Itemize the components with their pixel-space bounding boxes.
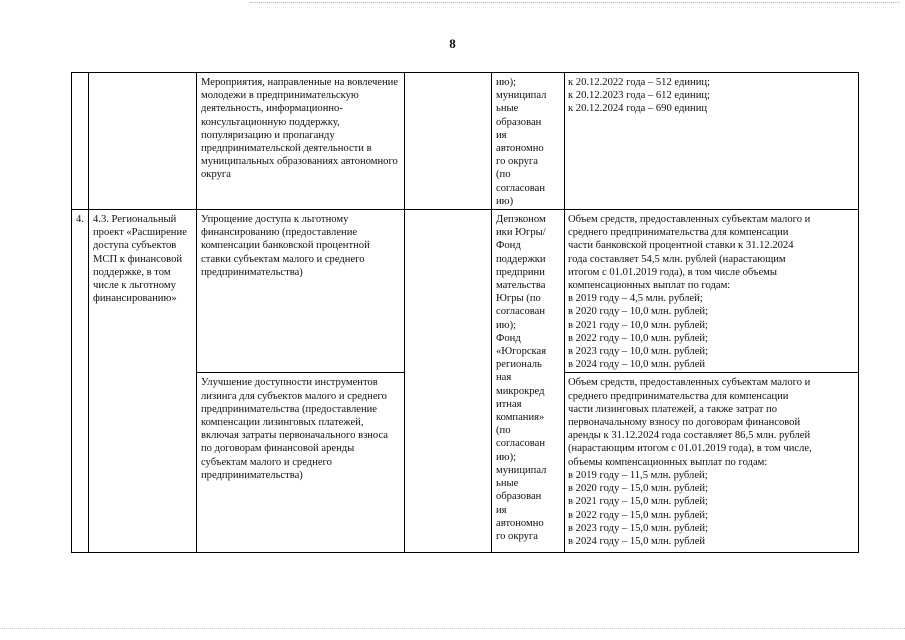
row-number: 4. (76, 214, 84, 226)
page-number: 8 (449, 36, 456, 51)
executor-line: микрокред (496, 385, 545, 397)
cell-activity-financing (197, 210, 405, 373)
executor-line: региональ (496, 359, 542, 371)
executor-line: го округа (496, 530, 538, 542)
executor-line: ию); (496, 451, 517, 463)
executor-line: предприни (496, 266, 545, 278)
executor-line: ьные (496, 103, 519, 115)
executor-line: (по (496, 169, 511, 181)
result-line: в 2019 году – 11,5 млн. рублей; (568, 469, 708, 481)
cell-number (72, 210, 89, 553)
project-title: 4.3. Региональный проект «Расширение доступа субъектов МСП к финансовой поддержке, в том числе к льготному финансированию» (93, 214, 187, 305)
cell-results-leasing (565, 373, 859, 553)
scan-artifact-bottom (0, 628, 905, 630)
result-line: к 20.12.2024 года – 690 единиц (568, 103, 708, 115)
result-line: аренды к 31.12.2024 года составляет 86,5 млн. рублей (568, 430, 811, 442)
cell-activity-youth (197, 73, 405, 210)
executor-line: Фонд (496, 240, 521, 252)
executor-line: автономно (496, 517, 544, 529)
result-line: Объем средств, предоставленных субъектам малого и (568, 377, 811, 389)
executor-line: согласован (496, 306, 546, 318)
executor-line: Фонд (496, 332, 521, 344)
measures-table (71, 72, 859, 553)
executor-line: (по (496, 425, 511, 437)
cell-project (89, 210, 197, 553)
cell-empty (405, 210, 492, 553)
cell-executor-continued (492, 73, 565, 210)
result-line: в 2021 году – 10,0 млн. рублей; (568, 319, 709, 331)
result-line: к 20.12.2023 года – 612 единиц; (568, 90, 710, 102)
executor-line: поддержки (496, 253, 546, 265)
executor-line: ия (496, 504, 507, 516)
table-row-4a (72, 210, 859, 373)
table-row-continued (72, 73, 859, 210)
cell-results-financing (565, 210, 859, 373)
result-line: итогом с 01.01.2019 года), в том числе объемы (568, 266, 777, 278)
result-line: в 2021 году – 15,0 млн. рублей; (568, 496, 709, 508)
result-line: среднего предпринимательства для компенсации (568, 390, 789, 402)
executor-line: Депэконом (496, 214, 546, 226)
result-line: компенсационных выплат по годам: (568, 280, 731, 292)
cell-activity-leasing (197, 373, 405, 553)
result-line: в 2023 году – 10,0 млн. рублей; (568, 346, 709, 358)
executor-line: ию); (496, 77, 517, 88)
result-line: Объем средств, предоставленных субъектам малого и (568, 214, 811, 226)
executor-line: муниципал (496, 90, 547, 102)
result-line: в 2024 году – 15,0 млн. рублей (568, 535, 706, 547)
executor-line: компания» (496, 412, 545, 424)
scan-artifact-top (250, 2, 900, 4)
executor-line: итная (496, 398, 522, 410)
executor-line: муниципал (496, 464, 547, 476)
cell-executor (492, 210, 565, 553)
executor-line: го округа (496, 156, 538, 168)
result-line: в 2022 году – 10,0 млн. рублей; (568, 332, 709, 344)
result-line: (нарастающим итогом с 01.01.2019 года), в том числе, (568, 443, 812, 455)
result-line: в 2019 году – 4,5 млн. рублей; (568, 293, 703, 305)
executor-line: ия (496, 129, 507, 141)
result-line: в 2020 году – 15,0 млн. рублей; (568, 483, 709, 495)
executor-line: ию) (496, 195, 514, 207)
executor-line: образован (496, 116, 542, 128)
result-line: к 20.12.2022 года – 512 единиц; (568, 77, 710, 88)
result-line: первоначальному взносу по договорам финансовой (568, 417, 801, 429)
executor-line: «Югорская (496, 346, 547, 358)
executor-line: согласован (496, 438, 546, 450)
result-line: в 2020 году – 10,0 млн. рублей; (568, 306, 709, 318)
result-line: среднего предпринимательства для компенсации (568, 227, 789, 239)
executor-line: ию); (496, 319, 517, 331)
result-line: части лизинговых платежей, а также затрат по (568, 403, 777, 415)
executor-line: Югры (по (496, 293, 541, 305)
cell-results-continued (565, 73, 859, 210)
result-line: в 2024 году – 10,0 млн. рублей (568, 359, 706, 371)
cell-number-empty (72, 73, 89, 210)
result-line: объемы компенсационных выплат по годам: (568, 456, 768, 468)
executor-line: ики Югры/ (496, 227, 546, 239)
result-line: года составляет 54,5 млн. рублей (нарастающим (568, 253, 786, 265)
result-line: в 2022 году – 15,0 млн. рублей; (568, 509, 709, 521)
executor-line: автономно (496, 143, 544, 155)
cell-project-empty (89, 73, 197, 210)
executor-line: мательства (496, 280, 546, 292)
result-line: в 2023 году – 15,0 млн. рублей; (568, 522, 709, 534)
activity-text: Мероприятия, направленные на вовлечение молодежи в предпринимательскую деятельность, информационно-консультационную поддержку, популяризацию и пропаганду предпринимательской деятельности в муниципальных образованиях автономного округа (201, 77, 399, 181)
activity-text: Улучшение доступности инструментов лизинга для субъектов малого и среднего предпринимательства (предоставление компенсации лизинговых платежей, включая затраты первоначального взноса по договорам финансовой аренды субъектам малого и среднего предпринимательства) (201, 377, 389, 481)
cell-empty (405, 73, 492, 210)
executor-line: согласован (496, 182, 546, 194)
executor-line: ная (496, 372, 512, 384)
executor-line: образован (496, 491, 542, 503)
activity-text: Упрощение доступа к льготному финансированию (предоставление компенсации банковской процентной ставки субъектам малого и среднего предпринимательства) (201, 214, 370, 278)
executor-line: ьные (496, 478, 519, 490)
result-line: части банковской процентной ставки к 31.12.2024 (568, 240, 794, 252)
